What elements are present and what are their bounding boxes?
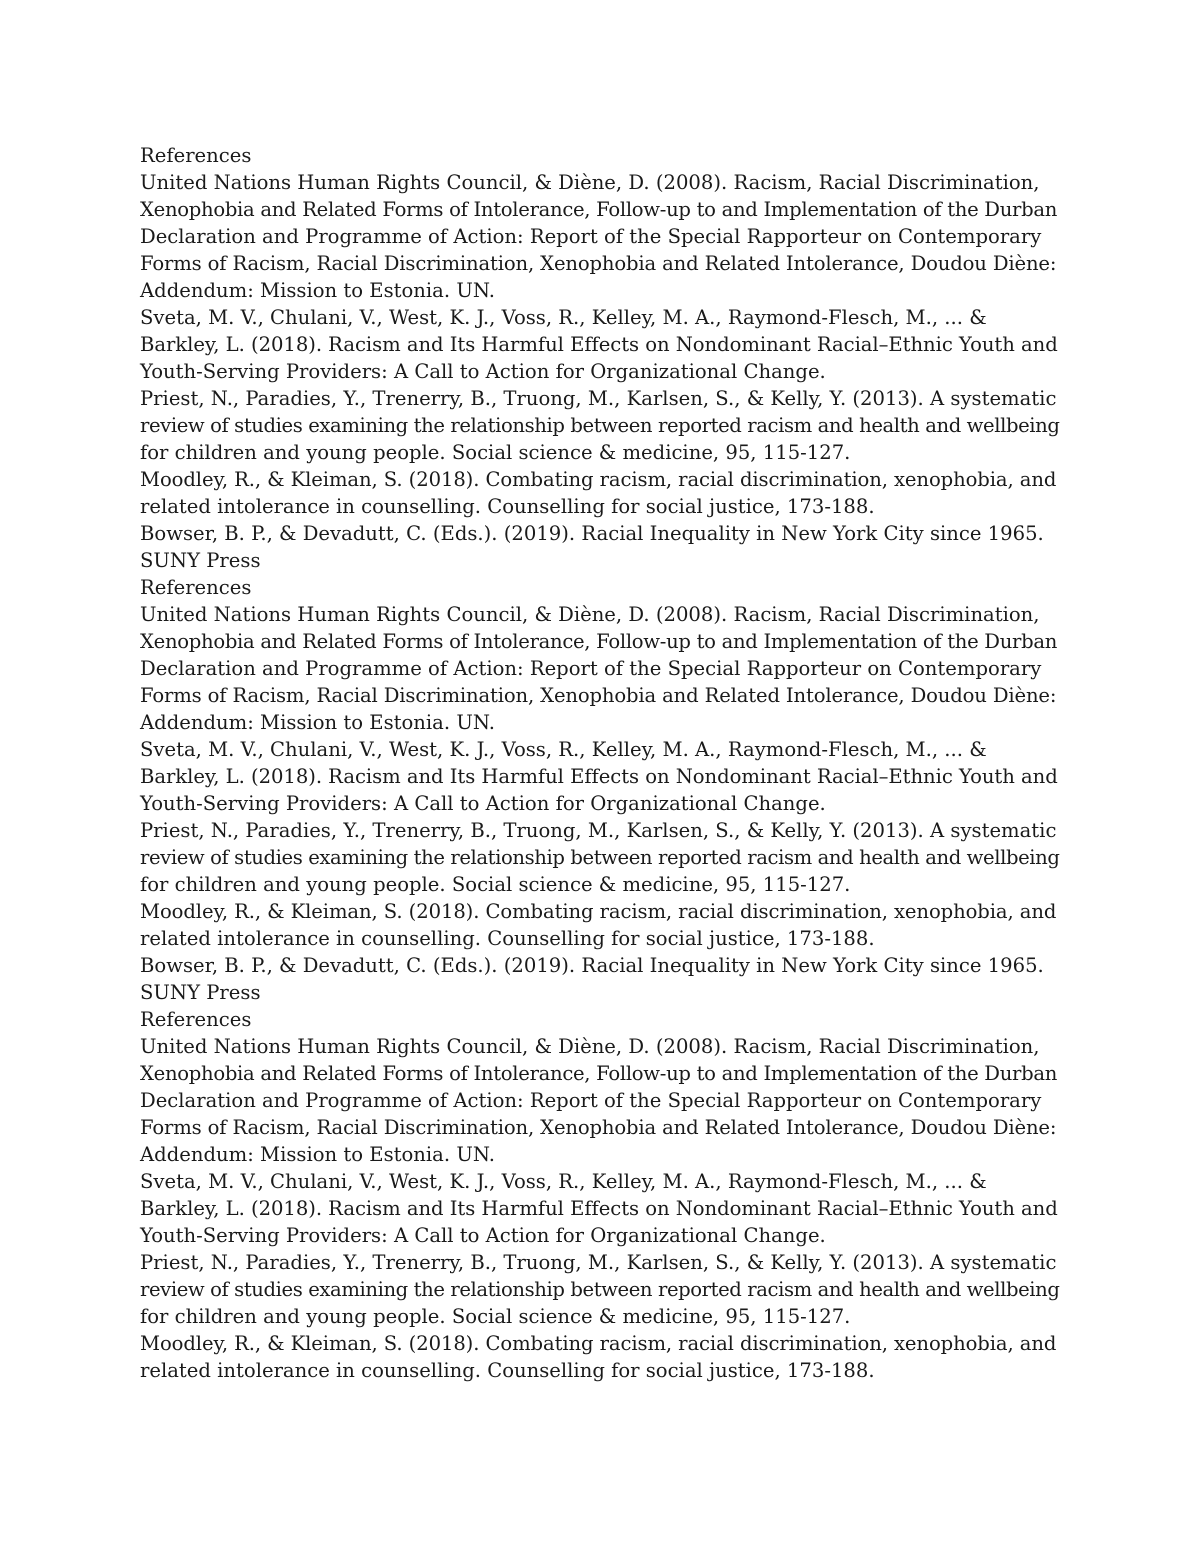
reference-line: for children and young people. Social science & medicine, 95, 115-127. [140, 1305, 851, 1328]
reference-line: Declaration and Programme of Action: Report of the Special Rapporteur on Contemporary [140, 1089, 1042, 1112]
references-heading: References [140, 144, 252, 167]
reference-line: related intolerance in counselling. Counselling for social justice, 173-188. [140, 1359, 875, 1382]
reference-line: Sveta, M. V., Chulani, V., West, K. J., Voss, R., Kelley, M. A., Raymond-Flesch, M., ... & [140, 738, 987, 761]
reference-line: related intolerance in counselling. Counselling for social justice, 173-188. [140, 927, 875, 950]
reference-line: Declaration and Programme of Action: Report of the Special Rapporteur on Contemporary [140, 225, 1042, 248]
reference-line: Xenophobia and Related Forms of Intolerance, Follow-up to and Implementation of the Durban [140, 198, 1058, 221]
reference-line: Barkley, L. (2018). Racism and Its Harmful Effects on Nondominant Racial–Ethnic Youth and [140, 333, 1058, 356]
reference-line: Moodley, R., & Kleiman, S. (2018). Combating racism, racial discrimination, xenophobia, and [140, 468, 1057, 491]
reference-line: Addendum: Mission to Estonia. UN. [140, 711, 495, 734]
reference-line: SUNY Press [140, 981, 261, 1004]
reference-line: Youth-Serving Providers: A Call to Action for Organizational Change. [140, 360, 826, 383]
reference-line: Forms of Racism, Racial Discrimination, Xenophobia and Related Intolerance, Doudou Diène: [140, 684, 1057, 707]
reference-line: Bowser, B. P., & Devadutt, C. (Eds.). (2019). Racial Inequality in New York City since 1965. [140, 954, 1044, 977]
reference-line: Youth-Serving Providers: A Call to Action for Organizational Change. [140, 1224, 826, 1247]
reference-line: United Nations Human Rights Council, & Diène, D. (2008). Racism, Racial Discrimination, [140, 1035, 1040, 1058]
reference-line: Xenophobia and Related Forms of Intolerance, Follow-up to and Implementation of the Durban [140, 630, 1058, 653]
reference-line: Priest, N., Paradies, Y., Trenerry, B., Truong, M., Karlsen, S., & Kelly, Y. (2013). A systematic [140, 387, 1057, 410]
reference-line: Barkley, L. (2018). Racism and Its Harmful Effects on Nondominant Racial–Ethnic Youth and [140, 1197, 1058, 1220]
reference-line: review of studies examining the relationship between reported racism and health and wellbeing [140, 1278, 1060, 1301]
reference-line: Addendum: Mission to Estonia. UN. [140, 1143, 495, 1166]
reference-line: Forms of Racism, Racial Discrimination, Xenophobia and Related Intolerance, Doudou Diène: [140, 1116, 1057, 1139]
reference-line: Declaration and Programme of Action: Report of the Special Rapporteur on Contemporary [140, 657, 1042, 680]
reference-line: related intolerance in counselling. Counselling for social justice, 173-188. [140, 495, 875, 518]
reference-line: Sveta, M. V., Chulani, V., West, K. J., Voss, R., Kelley, M. A., Raymond-Flesch, M., ... & [140, 306, 987, 329]
reference-line: for children and young people. Social science & medicine, 95, 115-127. [140, 441, 851, 464]
reference-line: Moodley, R., & Kleiman, S. (2018). Combating racism, racial discrimination, xenophobia, and [140, 1332, 1057, 1355]
reference-line: United Nations Human Rights Council, & Diène, D. (2008). Racism, Racial Discrimination, [140, 171, 1040, 194]
reference-line: Priest, N., Paradies, Y., Trenerry, B., Truong, M., Karlsen, S., & Kelly, Y. (2013). A systematic [140, 819, 1057, 842]
reference-line: for children and young people. Social science & medicine, 95, 115-127. [140, 873, 851, 896]
reference-line: Bowser, B. P., & Devadutt, C. (Eds.). (2019). Racial Inequality in New York City since 1965. [140, 522, 1044, 545]
reference-line: Barkley, L. (2018). Racism and Its Harmful Effects on Nondominant Racial–Ethnic Youth and [140, 765, 1058, 788]
reference-line: Addendum: Mission to Estonia. UN. [140, 279, 495, 302]
reference-line: Priest, N., Paradies, Y., Trenerry, B., Truong, M., Karlsen, S., & Kelly, Y. (2013). A systematic [140, 1251, 1057, 1274]
reference-line: Forms of Racism, Racial Discrimination, Xenophobia and Related Intolerance, Doudou Diène: [140, 252, 1057, 275]
document-page [140, 142, 1060, 1384]
reference-line: review of studies examining the relationship between reported racism and health and wellbeing [140, 414, 1060, 437]
reference-line: Sveta, M. V., Chulani, V., West, K. J., Voss, R., Kelley, M. A., Raymond-Flesch, M., ... & [140, 1170, 987, 1193]
reference-line: SUNY Press [140, 549, 261, 572]
reference-line: United Nations Human Rights Council, & Diène, D. (2008). Racism, Racial Discrimination, [140, 603, 1040, 626]
reference-line: Youth-Serving Providers: A Call to Action for Organizational Change. [140, 792, 826, 815]
references-heading: References [140, 576, 252, 599]
reference-line: Moodley, R., & Kleiman, S. (2018). Combating racism, racial discrimination, xenophobia, and [140, 900, 1057, 923]
references-heading: References [140, 1008, 252, 1031]
reference-line: Xenophobia and Related Forms of Intolerance, Follow-up to and Implementation of the Durban [140, 1062, 1058, 1085]
reference-line: review of studies examining the relationship between reported racism and health and wellbeing [140, 846, 1060, 869]
